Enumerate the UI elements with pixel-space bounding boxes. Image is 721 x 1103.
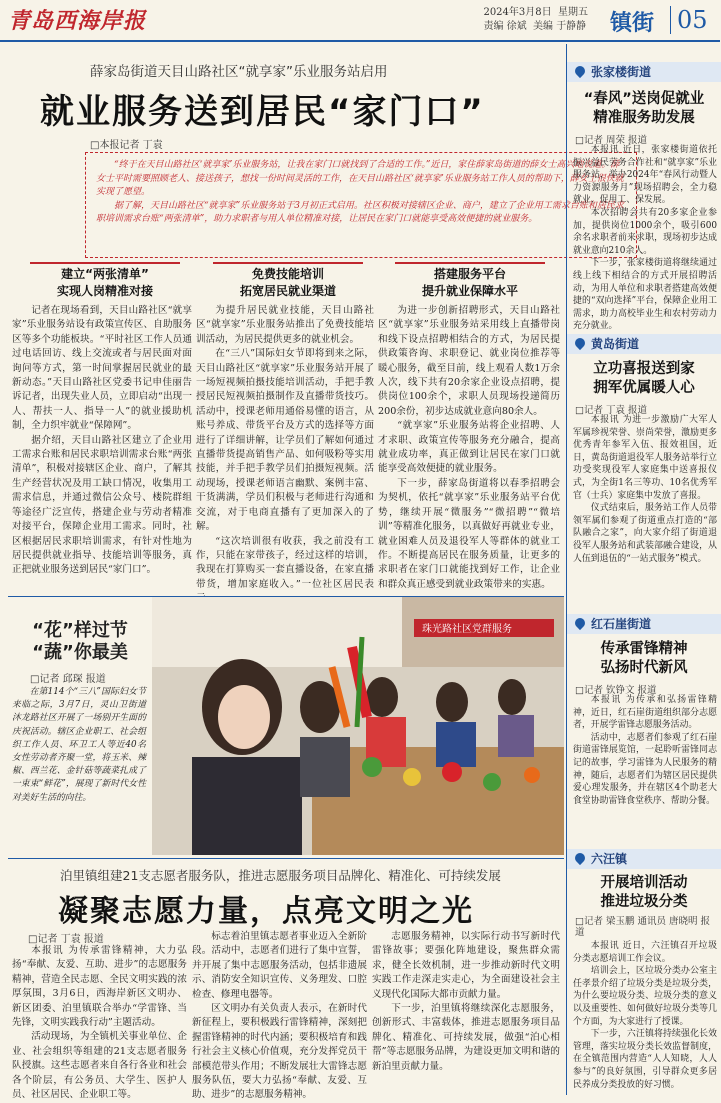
sidebar-text-4	[573, 940, 717, 1092]
sidebar-text-2	[573, 414, 717, 606]
subhead-3	[395, 262, 545, 298]
sidebar-place-2	[567, 334, 721, 354]
sidebar-title-1-line1: “春风”送岗促就业	[583, 91, 705, 107]
subhead-2-line1: 免费技能培训	[251, 267, 324, 281]
second-byline: □记者 丁袁 报道	[28, 934, 104, 945]
lead-col3-p3: 下一步，薛家岛街道将以春季招聘会为契机，依托“就享家”乐业服务站平台优势，继续开展“微服务”“微招聘”“微培训”等精准化服务，以真做好再就业专业，就业困难人员及退役军人等群体的就业工作。不断提高居民在服务质量，让更多的求职者在家门口就能找到好工作，让企业和群众真正感受到就业政策带来的实惠。	[378, 477, 560, 590]
issue-date: 2024年3月8日	[483, 7, 552, 18]
sidebar-byline-2: □记者 丁袁 报道	[575, 405, 648, 416]
location-pin-icon	[573, 616, 587, 630]
designer-label: 美编	[533, 21, 553, 32]
sidebar-title-2-line1: 立功喜报送到家	[593, 361, 695, 377]
location-pin-icon	[573, 336, 587, 350]
sidebar-3-p2: 活动中，志愿者们参观了红石崖街道雷锋展览馆，一起聆听雷锋同志记的故事，学习雷锋为人民服务的精神，随后，志愿者们为辖区居民提供爱心理发服务，并在辖区4个助老大食堂协助雷锋食堂秩序、帮助分餐。	[573, 732, 717, 806]
second-column-1	[12, 944, 187, 1101]
lead-byline: □本报记者 丁袁	[90, 140, 163, 151]
issue-weekday: 星期五	[558, 7, 588, 18]
issue-meta	[483, 6, 588, 34]
sidebar-title-3-line2: 弘扬时代新风	[600, 660, 688, 676]
photo-banner-text: 珠光路社区党群服务	[422, 624, 512, 635]
masthead	[0, 0, 720, 42]
sidebar-2-p2: 仪式结束后，服务站工作人员带领军属们参观了街道重点打造的“部队融合之家”，向大家介绍了街道退役军人服务站和武装部融合建设，从人伍到退伍的“一站式服务”模式。	[573, 503, 717, 564]
sidebar-place-2-label: 黄岛街道	[591, 337, 640, 351]
lead-col1-p1: 记者在现场看到，天目山路社区“就享家”乐业服务站设有政策宣传区、自助服务区等多个功能板块。“平时社区工作人员通过电话回访、线上交流或者与居民面对面询问等方式，第一时间掌握居民就业的最新动态。”天目山路社区党委书记申佳丽告诉记者，出现失业人员，立即启动“出现一人、帮扶一人、指导一人”的就业援助机制，全力织牢就业“保障网”。	[12, 305, 192, 432]
photo-byline: □记者 邱琛 报道	[30, 674, 106, 685]
location-pin-icon	[573, 851, 587, 865]
lead-intro-p2: 据了解，天目山路社区“就享家”乐业服务站于3月初正式启用。社区积极对接辖区企业、商户，建立了企业用工需求台账和居民求职培训需求台账“两张清单”，助力求职者与用人单位精准对接，让居民在家门口就能享受高效便捷的就业服务。	[96, 200, 624, 224]
sidebar-3-p1: 本报讯 为传承和弘扬雷锋精神，近日，红石崖街道组织部分志愿者，开展学雷锋志愿服务活动。	[573, 695, 717, 731]
location-pin-icon	[573, 64, 587, 78]
second-column-3	[372, 930, 560, 1095]
sidebar-title-1-line2: 精准服务助发展	[593, 110, 695, 126]
lead-title: 就业服务送到居民“家门口”	[40, 92, 485, 132]
second-column-2	[192, 930, 367, 1101]
sidebar-4-p2: 培训会上，区垃圾分类办公室主任孝景介绍了垃圾分类是垃圾分类，为什么要垃圾分类、垃圾分类的意义以及重要性、如何做好垃圾分类等几个方面，为大家进行了授课。	[573, 966, 717, 1027]
photo-title-line2: “蔬”你最美	[32, 642, 128, 663]
lead-col3-p2: “就享家”乐业服务站将企业招聘、人才求职、政策宣传等服务充分融合，提高就业成功率，真正做到让居民在家门口就能享受高效便捷的就业服务。	[378, 420, 560, 475]
second-title: 凝聚志愿力量，点亮文明之光	[58, 894, 474, 929]
page-number: 05	[670, 6, 708, 34]
sidebar-place-1	[567, 62, 721, 82]
lead-column-2	[196, 304, 374, 594]
sidebar-title-1	[571, 90, 717, 128]
sidebar-text-1	[573, 144, 717, 336]
photo-caption	[12, 686, 146, 852]
section-name: 镇街	[610, 10, 655, 36]
sidebar-1-p2: 本次招聘会共有20多家企业参加，提供岗位1000余个，吸引600余名求职者前来求职，现场初步达成就业意向210余人。	[573, 207, 717, 256]
sidebar-title-3	[571, 640, 717, 678]
sidebar-2-p1: 本报讯 为进一步激励广大军人军属珍视荣誉、崇尚荣誉，激励更多优秀青年参军入伍、报效祖国，近日，黄岛街道退役军人服务站举行立功受奖现役军人家庭集中送喜报仪式，为全街1名三等功、10名优秀军官（士兵）家庭集中发放了喜报。	[573, 415, 717, 501]
sidebar-title-2	[571, 360, 717, 398]
editor-name: 徐斌	[506, 21, 527, 32]
sidebar-title-4-line1: 开展培训活动	[600, 875, 688, 891]
second-col2-p1: 标志着泊里镇志愿者事业迈入全新阶段。活动中，志愿者们进行了集中宣誓，并开展了集中志愿服务活动，包括非遗展示、消防安全知识宣传、义务理发、口腔检查、修理电器等。	[192, 931, 367, 1000]
second-col3-p2: 下一步，泊里镇将继续深化志愿服务，创新形式、丰富载体，推进志愿服务项目品牌化、精准化、可持续发展，做强“泊心相帮”等志愿服务品牌，为建设更加文明和谐的新泊里贡献力量。	[372, 1003, 560, 1072]
sidebar-byline-4: □记者 梁玉鹏 通讯员 唐晓明 报道	[575, 916, 711, 938]
second-col1-p1: 本报讯 为传承雷锋精神，大力弘扬“奉献、友爱、互助、进步”的志愿服务精神，营造全民志愿、全民文明实践的浓厚氛围，3月6日，西海岸新区文明办、新区团委、泊里镇联合举办“学雷锋、当先锋，文明实践我行动”主题活动。	[12, 945, 187, 1029]
subhead-1	[30, 262, 180, 298]
lead-column-3	[378, 304, 560, 594]
lead-col2-p2: 在“三八”国际妇女节即将到来之际，天目山路社区“就享家”乐业服务站开展了一场短视频拍摄技能培训活动，手把手教授居民短视频拍摄制作及直播带货技巧。活动中，授课老师用通俗易懂的语言，从账号养成、带货平台及方式的选择等方面进行了详细讲解，让学员们了解如何通过直播带货提高销售产品、如何吸粉等实用技能，并手把手教学员们拍摄短视频。活动现场，授课老师语言幽默、案例丰富、干货满满，学员们积极与老师进行沟通和交流，对于电商直播有了更加深入的了解。	[196, 348, 374, 533]
sidebar-title-4-line2: 推进垃圾分类	[600, 894, 688, 910]
sidebar-title-2-line2: 拥军优属暖人心	[593, 380, 695, 396]
photo-caption-text: 在第114个“三八”国际妇女节来临之际，3月7日，灵山卫街道沐龙路社区开展了一场别开生面的庆祝活动。辖区企业职工、社会组织工作人员、环卫工人等近40名女性劳动者齐聚一堂，将玉米、辣椒、西兰花、金针菇等蔬菜扎成了一束束“鲜花”，展现了新时代女性对美好生活的向往。	[12, 687, 146, 803]
sidebar-title-3-line1: 传承雷锋精神	[600, 641, 688, 657]
lead-col2-p3: “这次培训很有收获，我之前没有工作，只能在家带孩子，经过这样的培训，我现在打算购买一套直播设备，在家直播带货，增加家庭收入。”一位社区居民表	[196, 535, 374, 590]
sidebar-1-p1: 本报讯 近日，张家楼街道依托振兴益民劳务合作社和“就享家”乐业服务站，举办2024年“春风行动暨人力资源服务月”现场招聘会，全力稳就业、促用工、保发展。	[573, 145, 717, 206]
lead-kicker: 薛家岛街道天目山路社区“就享家”乐业服务站启用	[90, 64, 388, 80]
sidebar-place-1-label: 张家楼街道	[591, 65, 652, 79]
second-kicker: 泊里镇组建21支志愿者服务队，推进志愿服务项目品牌化、精准化、可持续发展	[60, 868, 501, 883]
editor-label: 责编	[483, 21, 504, 32]
sidebar-byline-3: □记者 钦铮文 报道	[575, 685, 657, 696]
second-col1-p2: 活动现场，为全镇机关事业单位、企业、社会组织等组建的21支志愿者服务队授旗。这些志愿者来自各行各业和社会各个阶层，有公务员、大学生、医护人员、社区居民、企业职工等。	[12, 1031, 187, 1101]
sidebar-place-4-label: 六汪镇	[591, 852, 628, 866]
subhead-1-line1: 建立“两张清单”	[61, 267, 149, 281]
news-photo	[152, 597, 564, 855]
second-col3-p1: 志愿服务精神，以实际行动书写新时代雷锋故事；要强化阵地建设，聚焦群众需求，健全长效机制，进一步推动新时代文明实践工作走深走实走心，为全面建设社会主义现代化国际大都市贡献力量。	[372, 931, 560, 1000]
subhead-2	[213, 262, 363, 298]
sidebar-4-p1: 本报讯 近日，六汪镇召开垃圾分类志愿培训工作会议。	[573, 941, 717, 964]
designer-name: 于静静	[556, 21, 587, 32]
sidebar-byline-1: □记者 周荣 报道	[575, 135, 648, 146]
lead-col1-p2: 据介绍，天目山路社区建立了企业用工需求台账和居民求职培训需求台账“两张清单”，积极对接辖区企业、商户，了解其生产经营状况及用工缺口情况，收集用工需求信息，并通过微信公众号、楼院群组等途径广泛宣传，搭建企业与劳动者精准对接平台，保障企业用工需求。同时，社区根据居民求职培训需求，有针对性地为居民提供就业指导、技能培训等服务，真正把就业服务送到居民“家门口”。	[12, 434, 192, 576]
divider-photo-top	[8, 596, 564, 597]
photo-story-title	[20, 620, 140, 664]
sidebar-briefs	[566, 44, 720, 1095]
sidebar-4-p3: 下一步，六汪镇将持续强化长效管理，落实垃圾分类长效监督制度，在全镇范围内营造“人人知晓，人人参与”的良好氛围，引导群众更多居民养成分类投放的好习惯。	[573, 1029, 717, 1090]
photo-illustration	[152, 597, 564, 855]
second-col2-p2: 区文明办有关负责人表示，在新时代新征程上，要积极践行雷锋精神，深刻把握雷锋精神的时代内涵；要积极培育和践行社会主义核心价值观，充分发挥党员干部模范带头作用；不断发展壮大雷锋志愿服务队伍，要大力弘扬“奉献、友爱、互助、进步”的志愿服务精神。	[192, 1003, 367, 1101]
subhead-3-line2: 提升就业保障水平	[421, 284, 518, 298]
lead-col3-p1: 为进一步创新招聘形式，天目山路社区“就享家”乐业服务站采用线上直播带岗和线下设点招聘相结合的方式，为居民提供政策咨询、求职登记、就业岗位推荐等暖心服务，截至目前，线上观看人数1万余人次，线下共有20余家企业设点招聘，提供岗位100余个，求职人员现场投递简历200余份，初步达成就业意向80余人。	[378, 305, 560, 417]
sidebar-title-4	[571, 874, 717, 912]
lead-column-1	[12, 304, 192, 594]
newspaper-logo: 青岛西海岸报	[8, 8, 147, 34]
lead-intro-box	[85, 152, 637, 258]
lead-intro-p1: “终于在天目山路社区‘就享家’乐业服务站，让我在家门口就找到了合适的工作。”近日，家住薛家岛街道的薛女士高兴地说道。薛女士平时需要照顾老人、接送孩子，想找一份时间灵活的工作，在天目山路社区‘就享家’乐业服务站工作人员的帮助下，薛女士很快就实现了愿望。	[96, 160, 624, 197]
sidebar-text-3	[573, 694, 717, 844]
photo-title-line1: “花”样过节	[32, 620, 128, 641]
subhead-1-line2: 实现人岗精准对接	[56, 284, 153, 298]
sidebar-place-3	[567, 614, 721, 634]
sidebar-1-p3: 下一步，张家楼街道将继续通过线上线下相结合的方式开展招聘活动，为用人单位和求职者搭建高效便捷的“双向选择”平台，保障企业用工需求，助力高校毕业生和农村劳动力充分就业。	[573, 258, 717, 332]
divider-photo-bottom	[8, 858, 564, 859]
lead-col2-p1: 为提升居民就业技能，天目山路社区“就享家”乐业服务站推出了免费技能培训活动，为居民提供更多的就业机会。	[196, 305, 374, 345]
sidebar-place-3-label: 红石崖街道	[591, 617, 652, 631]
subhead-3-line1: 搭建服务平台	[433, 267, 506, 281]
sidebar-place-4	[567, 849, 721, 869]
subhead-2-line2: 拓宽居民就业渠道	[239, 284, 336, 298]
